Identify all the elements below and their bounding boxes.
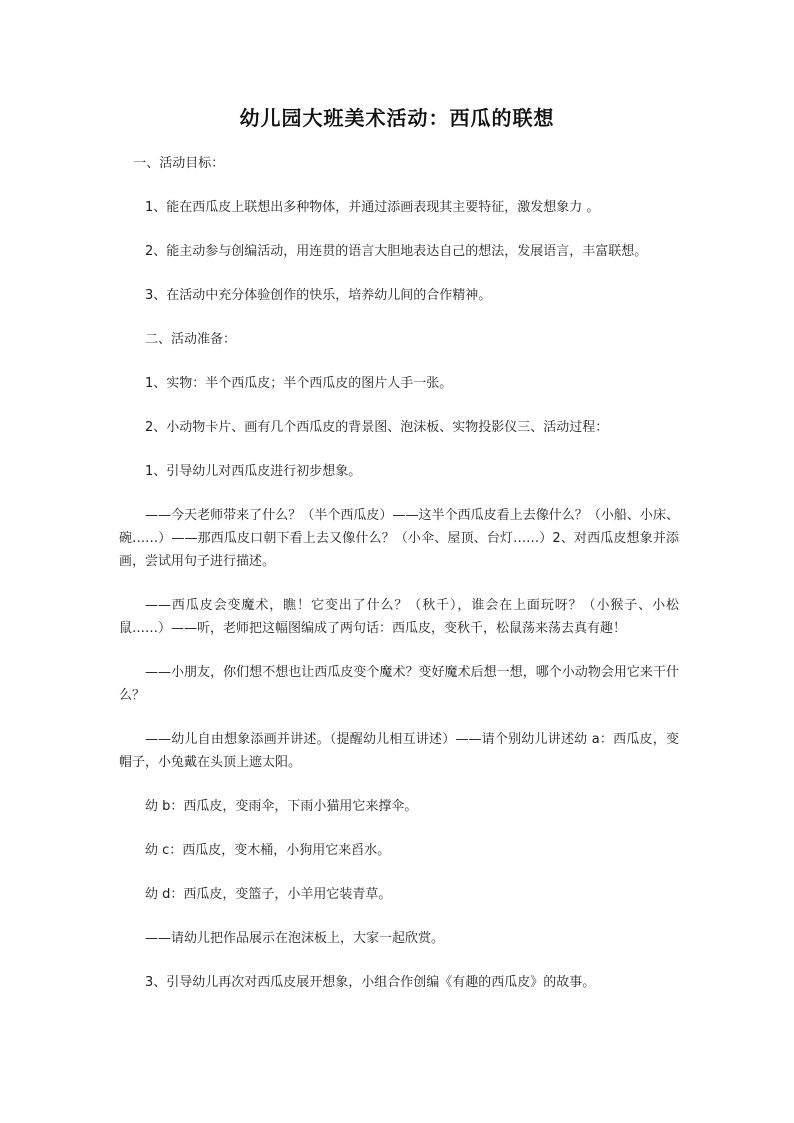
paragraph: 2、能主动参与创编活动，用连贯的语言大胆地表达自己的想法，发展语言，丰富联想。 bbox=[145, 244, 648, 259]
paragraph: 幼 b：西瓜皮，变雨伞，下雨小猫用它来撑伞。 bbox=[145, 799, 418, 814]
paragraph: ——幼儿自由想象添画并讲述。（提醒幼儿相互讲述）——请个别幼儿讲述幼 a：西瓜皮，变帽子，小兔戴在头顶上遮太阳。 bbox=[119, 732, 679, 770]
paragraph: 1、引导幼儿对西瓜皮进行初步想象。 bbox=[145, 464, 362, 479]
section-heading: 一、活动目标： bbox=[133, 156, 225, 171]
paragraph: ——今天老师带来了什么？（半个西瓜皮）——这半个西瓜皮看上去像什么？（小船、小床、碗……）——那西瓜皮口朝下看上去又像什么？（小伞、屋顶、台灯……）2、对西瓜皮想象并添画，尝试用句子进行描述。 bbox=[119, 508, 679, 569]
paragraph: ——请幼儿把作品展示在泡沫板上，大家一起欣赏。 bbox=[145, 931, 445, 946]
paragraph: ——西瓜皮会变魔术，瞧！它变出了什么？（秋千），谁会在上面玩呀？（小猴子、小松鼠……）——听，老师把这幅图编成了两句话：西瓜皮，变秋千，松鼠荡来荡去真有趣！ bbox=[119, 598, 679, 636]
paragraph: 幼 d：西瓜皮，变篮子，小羊用它装青草。 bbox=[145, 887, 392, 902]
paragraph: 3、引导幼儿再次对西瓜皮展开想象，小组合作创编《有趣的西瓜皮》的故事。 bbox=[145, 975, 596, 990]
paragraph: 1、实物：半个西瓜皮；半个西瓜皮的图片人手一张。 bbox=[145, 376, 453, 391]
document-title: 幼儿园大班美术活动：西瓜的联想 bbox=[239, 106, 555, 130]
paragraph: 2、小动物卡片、画有几个西瓜皮的背景图、泡沫板、实物投影仪三、活动过程： bbox=[145, 420, 609, 435]
paragraph: 3、在活动中充分体验创作的快乐，培养幼儿间的合作精神。 bbox=[145, 288, 492, 303]
document-body bbox=[119, 152, 679, 1015]
paragraph: 1、能在西瓜皮上联想出多种物体，并通过添画表现其主要特征，激发想象力 。 bbox=[145, 200, 600, 215]
paragraph: 幼 c：西瓜皮，变木桶，小狗用它来舀水。 bbox=[145, 843, 391, 858]
paragraph: 二、活动准备： bbox=[145, 332, 237, 347]
paragraph: ——小朋友，你们想不想也让西瓜皮变个魔术？变好魔术后想一想，哪个小动物会用它来干什么？ bbox=[119, 665, 679, 703]
